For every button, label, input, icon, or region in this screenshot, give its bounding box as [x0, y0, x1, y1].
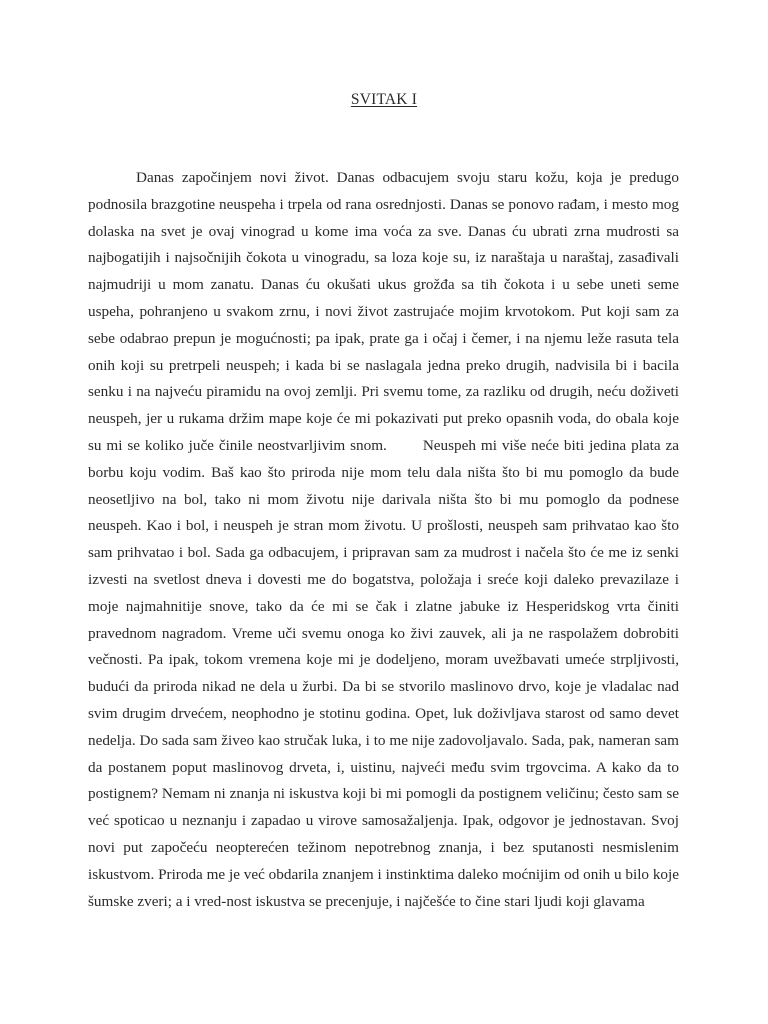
paragraph-part-2: Neuspeh mi više neće biti jedina plata za borbu koju vodim. Baš kao što priroda nije mom telu dala ništa što bi mu pomoglo da bude neosetljivo na bol, tako ni mom životu nije darivala ništa što bi mu pomoglo da podnese neuspeh. Kao i bol, i neuspeh je stran mom životu. U prošlosti, neuspeh sam prihvatao kao što sam prihvatao i bol. Sada ga odbacujem, i pripravan sam za mudrost i načela što će me iz senki izvesti na svetlost dneva i dovesti me do bogatstva, položaja i sreće koji daleko prevazilaze i moje najmahnitije snove, tako da će mi se čak i zlatne jabuke iz Hesperidskog vrta činiti pravednom nagradom. Vreme uči svemu onoga ko živi zauvek, ali ja ne raspolažem dobrobiti večnosti. Pa ipak, tokom vremena koje mi je dodeljeno, moram uvežbavati umeće strpljivosti, budući da priroda nikad ne dela u žurbi. Da bi se stvorilo maslinovo drvo, koje je vladalac nad svim drugim drvećem, neophodno je stotinu godina. Opet, luk doživljava starost od samo devet nedelja. Do sada sam živeo kao stručak luka, i to me nije zadovoljavalo. Sada, pak, nameran sam da postanem poput maslinovog drveta, i, uistinu, najveći među svim trgovcima. A kako da to postignem? Nemam ni znanja ni iskustva koji bi mi pomogli da postignem veličinu; često sam se već spoticao u neznanju i zapadao u virove samosažaljenja. Ipak, odgovor je jednostavan. Svoj novi put započeću neopterećen težinom nepotrebnog znanja, i bez sputanosti nesmislenim iskustvom. Priroda me je već obdarila znanjem i instinktima daleko moćnijim od onih u bilo koje šumske zveri; a i vred-nost iskustva se precenjuje, i najčešće to čine stari ljudi koji glavama: [88, 436, 679, 910]
paragraph-part-1: Danas započinjem novi život. Danas odbacujem svoju staru kožu, koja je predugo podnosila brazgotine neuspeha i trpela od rana osrednjosti. Danas se ponovo rađam, i mesto mog dolaska na svet je ovaj vinograd u kome ima voća za sve. Danas ću ubrati zrna mudrosti sa najbogatijih i najsočnijih čokota u vinogradu, sa loza koje su, iz naraštaja u naraštaj, zasađivali najmudriji u mom zanatu. Danas ću okušati ukus grožđa sa tih čokota i u sebe uneti seme uspeha, pohranjeno u svakom zrnu, i novi život zastrujaće mojim krvotokom. Put koji sam za sebe odabrao prepun je mogućnosti; pa ipak, prate ga i očaj i čemer, i na njemu leže rasuta tela onih koji su pretrpeli neuspeh; i kada bi se naslagala jedna preko drugih, nadvisila bi i bacila senku i na najveću piramidu na ovoj zemlji. Pri svemu tome, za razliku od drugih, neću doživeti neuspeh, jer u rukama držim mape koje će mi pokazivati put preko opasnih voda, do obala koje su mi se koliko juče činile neostvarljivim snom.: [88, 169, 679, 454]
chapter-title: SVITAK I: [350, 91, 418, 108]
body-paragraph: [88, 165, 679, 915]
